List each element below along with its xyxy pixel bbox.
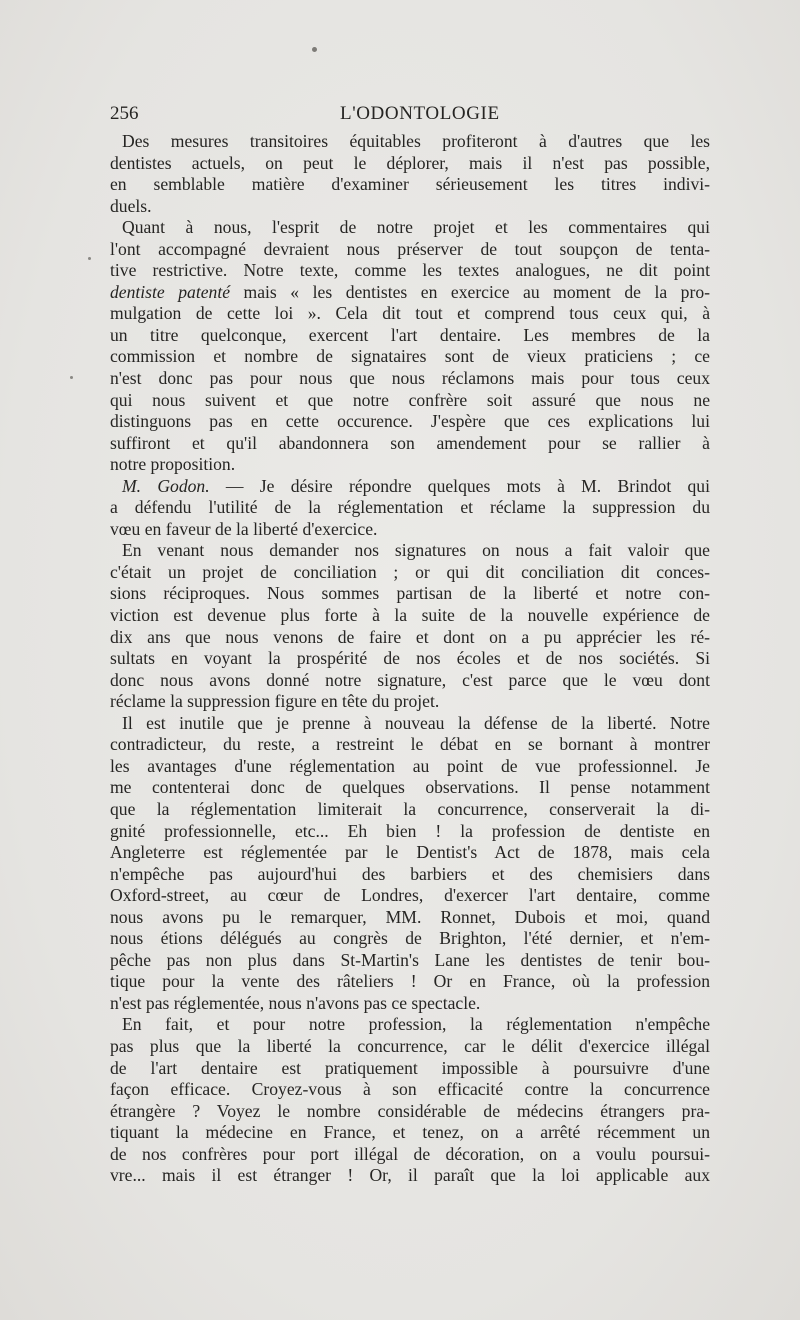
- line-text: l'ont accompagné devraient nous préserver de tout soupçon de tenta-: [110, 238, 710, 259]
- text-line: [110, 777, 710, 799]
- margin-mark: [70, 376, 73, 379]
- line-text: sultats en voyant la prospérité de nos écoles et de nos sociétés. Si: [110, 648, 710, 669]
- text-line: [110, 368, 710, 390]
- line-text: suffiront et qu'il abandonnera son amendement pour se rallier à: [110, 432, 710, 453]
- line-text: — Je désire répondre quelques mots à M. Brindot qui: [209, 475, 710, 496]
- line-text: façon efficace. Croyez-vous à son efficacité contre la concurrence: [110, 1079, 710, 1100]
- line-text: Quant à nous, l'esprit de notre projet et les commentaires qui: [122, 217, 710, 238]
- line-text: n'est donc pas pour nous que nous réclamons mais pour tous ceux: [110, 368, 710, 389]
- line-text: n'empêche pas aujourd'hui des barbiers et des chemisiers dans: [110, 863, 710, 884]
- text-line: [110, 821, 710, 843]
- text-line: [110, 950, 710, 972]
- line-text: tive restrictive. Notre texte, comme les textes analogues, ne dit point: [110, 260, 710, 281]
- text-line: [110, 476, 710, 498]
- text-line: [110, 497, 710, 519]
- line-text: sions réciproques. Nous sommes partisan de la liberté et notre con-: [110, 583, 710, 604]
- text-line: [110, 907, 710, 929]
- line-text: que la réglementation limiterait la concurrence, conserverait la di-: [110, 798, 710, 819]
- running-head: [110, 103, 710, 125]
- line-text: nous avons pu le remarquer, MM. Ronnet, Dubois et moi, quand: [110, 906, 710, 927]
- line-text: Il est inutile que je prenne à nouveau la défense de la liberté. Notre: [122, 712, 710, 733]
- line-text: un titre quelconque, exercent l'art dentaire. Les membres de la: [110, 324, 710, 345]
- text-line: [110, 519, 710, 541]
- text-line: [110, 583, 710, 605]
- line-text: les avantages d'une réglementation au point de vue professionnel. Je: [110, 755, 710, 776]
- text-line: [110, 433, 710, 455]
- line-text: de l'art dentaire est pratiquement impossible à poursuivre d'une: [110, 1057, 710, 1078]
- line-text: vre... mais il est étranger ! Or, il paraît que la loi applicable aux: [110, 1165, 710, 1186]
- italic-text: M. Godon.: [122, 475, 210, 496]
- text-line: [110, 842, 710, 864]
- text-line: [110, 713, 710, 735]
- line-text: de nos confrères pour port illégal de décoration, on a voulu poursui-: [110, 1143, 710, 1164]
- line-text: tiquant la médecine en France, et tenez, on a arrêté récemment un: [110, 1122, 710, 1143]
- text-line: [110, 864, 710, 886]
- line-text: Oxford-street, au cœur de Londres, d'exercer l'art dentaire, comme: [110, 885, 710, 906]
- text-line: [110, 260, 710, 282]
- line-text: pas plus que la liberté la concurrence, car le délit d'exercice illégal: [110, 1035, 710, 1056]
- text-line: [110, 325, 710, 347]
- text-line: [110, 885, 710, 907]
- ink-speck: [312, 47, 317, 52]
- margin-mark: [88, 257, 91, 260]
- text-line: [110, 691, 710, 713]
- line-text: gnité professionnelle, etc... Eh bien ! la profession de dentiste en: [110, 820, 710, 841]
- text-line: [110, 540, 710, 562]
- text-line: [110, 411, 710, 433]
- text-line: [110, 627, 710, 649]
- text-line: [110, 1014, 710, 1036]
- text-line: [110, 217, 710, 239]
- line-text: c'était un projet de conciliation ; or qui dit conciliation dit conces-: [110, 561, 710, 582]
- line-text: notre proposition.: [110, 454, 236, 475]
- line-text: réclame la suppression figure en tête du projet.: [110, 691, 440, 712]
- text-line: [110, 1165, 710, 1187]
- line-text: En venant nous demander nos signatures on nous a fait valoir que: [122, 540, 710, 561]
- text-line: [110, 1144, 710, 1166]
- line-text: nous étions délégués au congrès de Brighton, l'été dernier, et n'em-: [110, 928, 710, 949]
- text-line: [110, 1101, 710, 1123]
- line-text: en semblable matière d'examiner sérieusement les titres indivi-: [110, 174, 710, 195]
- italic-text: dentiste patenté: [110, 281, 231, 302]
- text-line: [110, 1036, 710, 1058]
- line-text: n'est pas réglementée, nous n'avons pas ce spectacle.: [110, 992, 481, 1013]
- line-text: vœu en faveur de la liberté d'exercice.: [110, 518, 378, 539]
- line-text: tique pour la vente des râteliers ! Or en France, où la profession: [110, 971, 710, 992]
- line-text: viction est devenue plus forte à la suite de la nouvelle expérience de: [110, 605, 710, 626]
- line-text: duels.: [110, 195, 152, 216]
- line-text: étrangère ? Voyez le nombre considérable de médecins étrangers pra-: [110, 1100, 710, 1121]
- line-text: Des mesures transitoires équitables profiteront à d'autres que les: [122, 131, 710, 151]
- line-text: contradicteur, du reste, a restreint le débat en se bornant à montrer: [110, 734, 710, 755]
- text-line: [110, 993, 710, 1015]
- line-text: dix ans que nous venons de faire et dont on a pu apprécier les ré-: [110, 626, 710, 647]
- text-line: [110, 562, 710, 584]
- text-line: [110, 1058, 710, 1080]
- text-line: [110, 928, 710, 950]
- text-line: [110, 1122, 710, 1144]
- line-text: a défendu l'utilité de la réglementation et réclame la suppression du: [110, 497, 710, 518]
- text-line: [110, 756, 710, 778]
- text-line: [110, 648, 710, 670]
- page-number: 256: [110, 103, 139, 124]
- body-text: [110, 131, 710, 1187]
- text-line: [110, 605, 710, 627]
- line-text: mais « les dentistes en exercice au moment de la pro-: [230, 281, 710, 302]
- text-line: [110, 734, 710, 756]
- text-line: [110, 670, 710, 692]
- text-line: [110, 1079, 710, 1101]
- text-line: [110, 153, 710, 175]
- line-text: pêche pas non plus dans St-Martin's Lane les dentistes de tenir bou-: [110, 949, 710, 970]
- text-line: [110, 174, 710, 196]
- line-text: donc nous avons donné notre signature, c'est parce que le vœu dont: [110, 669, 710, 690]
- line-text: dentistes actuels, on peut le déplorer, mais il n'est pas possible,: [110, 152, 710, 173]
- text-line: [110, 346, 710, 368]
- line-text: mulgation de cette loi ». Cela dit tout et comprend tous ceux qui, à: [110, 303, 710, 324]
- text-line: [110, 282, 710, 304]
- text-line: [110, 971, 710, 993]
- text-line: [110, 196, 710, 218]
- line-text: me contenterai donc de quelques observations. Il pense notamment: [110, 777, 710, 798]
- text-line: [110, 799, 710, 821]
- text-line: [110, 239, 710, 261]
- line-text: commission et nombre de signataires sont de vieux praticiens ; ce: [110, 346, 710, 367]
- text-line: [110, 390, 710, 412]
- line-text: Angleterre est réglementée par le Dentist's Act de 1878, mais cela: [110, 842, 710, 863]
- journal-title: L'ODONTOLOGIE: [340, 103, 500, 124]
- line-text: qui nous suivent et que notre confrère soit assuré que nous ne: [110, 389, 710, 410]
- line-text: distinguons pas en cette occurence. J'espère que ces explications lui: [110, 411, 710, 432]
- line-text: En fait, et pour notre profession, la réglementation n'empêche: [122, 1014, 710, 1035]
- text-line: [110, 131, 710, 153]
- text-line: [110, 303, 710, 325]
- text-line: [110, 454, 710, 476]
